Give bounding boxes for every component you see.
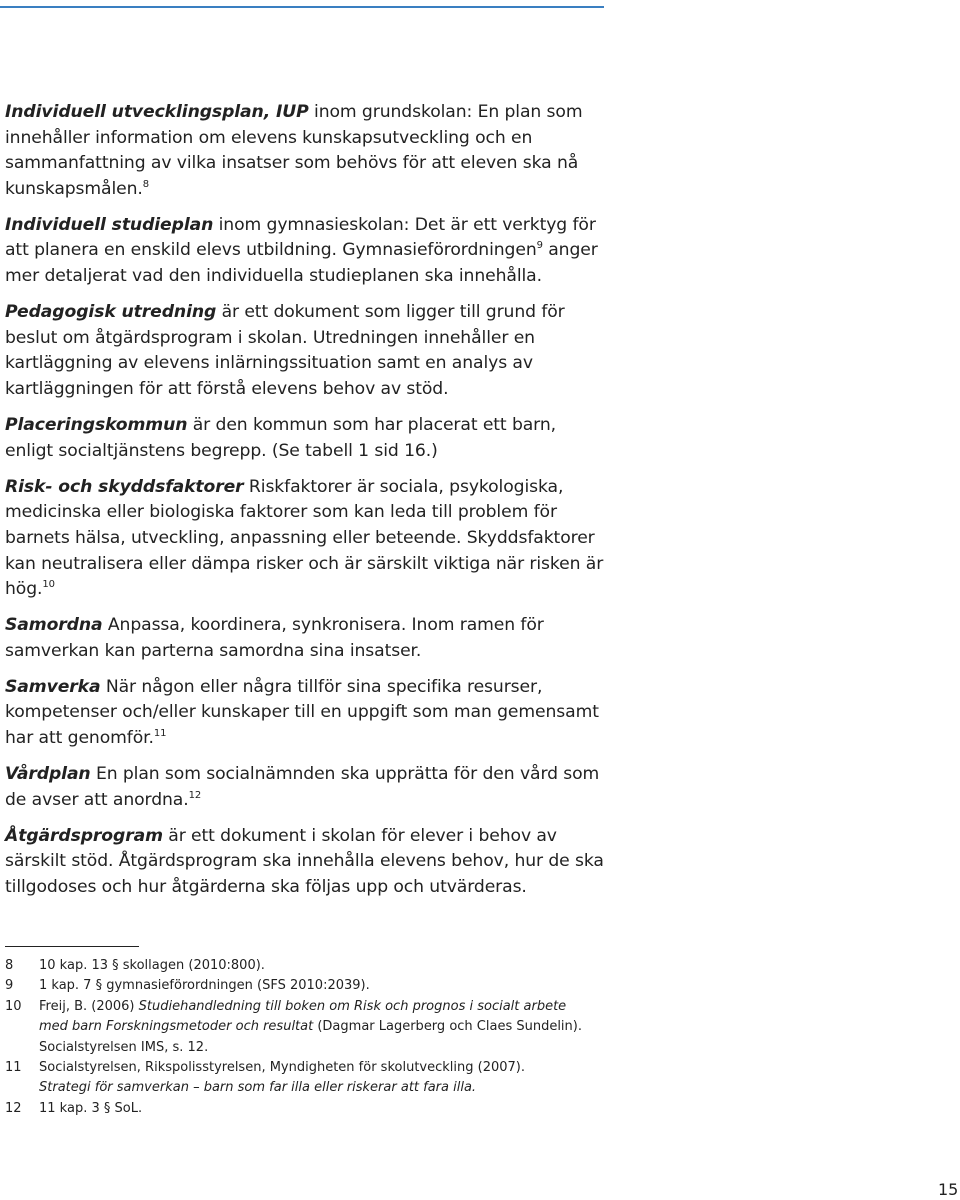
definition-term: Samordna <box>5 615 103 636</box>
definition-entry <box>5 100 605 202</box>
footnote-number: 9 <box>5 978 14 994</box>
definition-text: är ett dokument i skolan för elever i behov av särskilt stöd. Åtgärdsprogram ska innehålla elevens behov, hur de ska tillgodoses och hur åtgärderna ska följas upp och utvärderas. <box>5 825 604 898</box>
definition-entry <box>5 213 605 290</box>
header-rule <box>0 6 604 8</box>
definition-term: Risk- och skyddsfaktorer <box>5 476 244 497</box>
definition-entry <box>5 300 605 402</box>
footnote-number: 11 <box>5 1060 22 1076</box>
definition-text: Riskfaktorer är sociala, psykologiska, medicinska eller biologiska faktorer som kan leda till problem för barnets hälsa, utveckling, anpassning eller beteende. Skyddsfaktorer kan neutralisera eller dämpa risker och är särskilt viktiga när risken är hög. <box>5 476 604 600</box>
footnote-line: Socialstyrelsen IMS, s. 12. <box>39 1039 209 1055</box>
footnote-ref[interactable]: 11 <box>153 728 167 740</box>
footnote <box>5 1099 605 1119</box>
definition-term: Åtgärdsprogram <box>5 825 163 846</box>
footnote-text: 10 kap. 13 § skollagen (2010:800). <box>39 958 265 973</box>
footnote-citation-title: Strategi för samverkan – barn som far illa eller riskerar att fara illa. <box>39 1080 477 1096</box>
definition-entry <box>5 475 605 603</box>
definition-term: Samverka <box>5 676 101 697</box>
footnote-divider <box>5 946 139 947</box>
definition-text: När någon eller några tillför sina specifika resurser, kompetenser och/eller kunskaper till en uppgift som man gemensamt har att genomför. <box>5 676 599 749</box>
footnote-ref[interactable]: 12 <box>188 789 202 801</box>
footnote-text: 1 kap. 7 § gymnasieförordningen (SFS 2010:2039). <box>39 978 370 994</box>
definition-term: Placeringskommun <box>5 415 188 436</box>
definition-text: inom grundskolan: En plan som innehåller information om elevens kunskapsutveckling och en sammanfattning av vilka insatser som behövs för att eleven ska nå kunskapsmålen. <box>5 102 583 199</box>
footnote-citation-title-cont: med barn Forskningsmetoder och resultat <box>39 1019 314 1035</box>
footnote-text <box>39 1058 605 1099</box>
definition-text: inom gymnasieskolan: Det är ett verktyg för att planera en enskild elevs utbildning. Gymnasieförordningen <box>5 214 596 261</box>
footnote <box>5 956 605 976</box>
footnotes <box>5 956 605 1119</box>
definition-entry <box>5 824 605 901</box>
footnote-line <box>39 997 605 1017</box>
footnote <box>5 1058 605 1099</box>
definition-text-continued: anger mer detaljerat vad den individuella studieplanen ska innehålla. <box>5 240 598 287</box>
footnote <box>5 976 605 996</box>
footnote-ref[interactable]: 8 <box>142 178 150 190</box>
footnote-text <box>39 997 605 1058</box>
footnote-line: Socialstyrelsen, Rikspolisstyrelsen, Myndigheten för skolutveckling (2007). <box>39 1060 525 1076</box>
definition-entry <box>5 675 605 752</box>
definition-text: Anpassa, koordinera, synkronisera. Inom ramen för samverkan kan parterna samordna sina insatser. <box>5 615 544 661</box>
definition-term: Individuell studieplan <box>5 214 214 235</box>
definition-entry <box>5 413 605 464</box>
footnote-number: 8 <box>5 958 14 973</box>
footnote-citation-author: Freij, B. (2006) <box>39 998 139 1014</box>
footnote-citation-editors: (Dagmar Lagerberg och Claes Sundelin). <box>313 1019 582 1035</box>
definition-term: Vårdplan <box>5 764 91 785</box>
definition-entry <box>5 762 605 813</box>
definition-text: är ett dokument som ligger till grund för beslut om åtgärdsprogram i skolan. Utredningen innehåller en kartläggning av elevens inlärningssituation samt en analys av kartläggningen för att förstå elevens behov av stöd. <box>5 302 565 399</box>
definition-entry <box>5 613 605 664</box>
definition-text: En plan som socialnämnden ska upprätta för den vård som de avser att anordna. <box>5 764 600 810</box>
definitions-list <box>5 100 605 911</box>
footnote-text: 11 kap. 3 § SoL. <box>39 1100 143 1116</box>
footnote-citation-title: Studiehandledning till boken om Risk och prognos i socialt arbete <box>138 998 567 1014</box>
footnote-line <box>39 1017 605 1037</box>
footnote-ref[interactable]: 10 <box>42 579 55 591</box>
definition-term: Individuell utvecklingsplan, IUP <box>5 102 309 122</box>
footnote-number: 10 <box>5 998 22 1014</box>
definition-term: Pedagogisk utredning <box>5 302 217 323</box>
footnote-line <box>39 1078 605 1098</box>
footnote <box>5 997 605 1058</box>
footnote-number: 12 <box>5 1100 22 1116</box>
definition-text: är den kommun som har placerat ett barn, enligt socialtjänstens begrepp. (Se tabell 1 sid 16.) <box>5 415 557 461</box>
footnote-ref[interactable]: 9 <box>536 240 543 252</box>
page-number: 15 <box>938 1180 959 1199</box>
